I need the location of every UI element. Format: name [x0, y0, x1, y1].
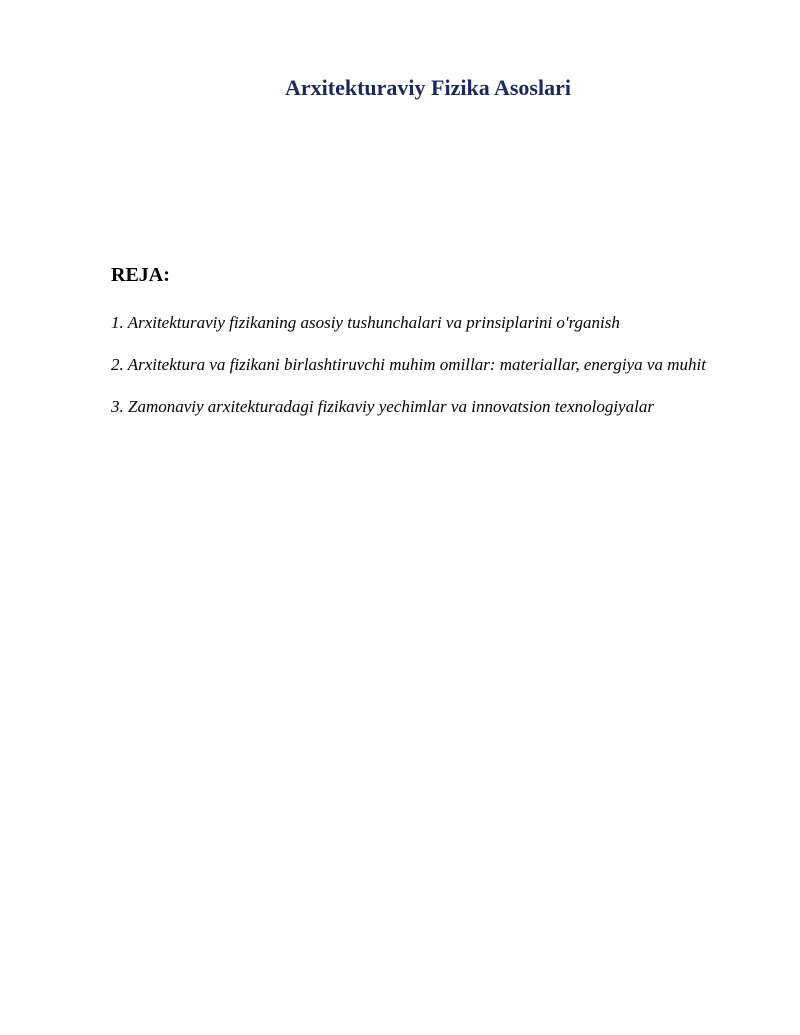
- plan-list: [111, 307, 721, 433]
- plan-heading: REJA:: [111, 264, 170, 286]
- plan-item: 1. Arxitekturaviy fizikaning asosiy tushunchalari va prinsiplarini o'rganish: [111, 313, 620, 332]
- plan-item: 3. Zamonaviy arxitekturadagi fizikaviy yechimlar va innovatsion texnologiyalar: [111, 397, 654, 416]
- plan-item: 2. Arxitektura va fizikani birlashtiruvchi muhim omillar: materiallar, energiya va muhit: [111, 355, 706, 374]
- document-title: Arxitekturaviy Fizika Asoslari: [285, 75, 571, 100]
